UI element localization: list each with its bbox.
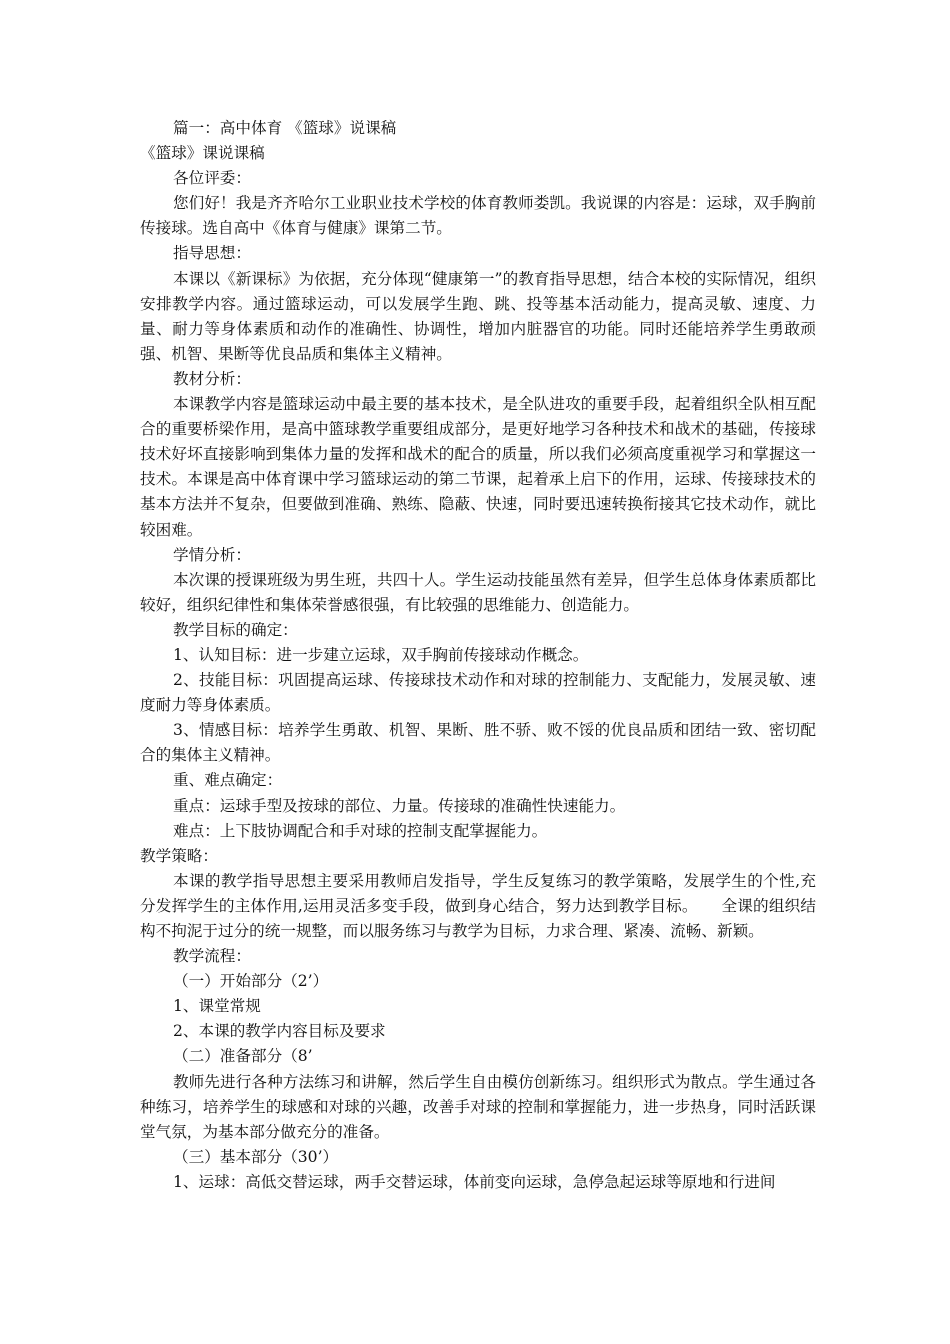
flow-part-1-item-1: 1、课堂常规 [173, 997, 261, 1016]
section-heading-flow: 教学流程： [173, 947, 251, 966]
goal-item-3: 3、情感目标：培养学生勇敢、机智、果断、胜不骄、败不馁的优良品质和团结一致、密切配合的集体主义精神。 [140, 721, 816, 765]
section-heading-material: 教材分析： [173, 369, 251, 388]
section-heading-goals: 教学目标的确定： [173, 620, 298, 639]
guide-paragraph: 本课以《新课标》为依据，充分体现“健康第一”的教育指导思想，结合本校的实际情况，组织安排教学内容。通过篮球运动，可以发展学生跑、跳、投等基本活动能力，提高灵敏、速度、力量、耐力等身体素质和动作的准确性、协调性，增加内脏器官的功能。同时还能培养学生勇敢顽强、机智、果断等优良品质和集体主义精神。 [140, 269, 816, 363]
section-heading-strategy: 教学策略： [140, 846, 218, 865]
strategy-paragraph: 本课的教学指导思想主要采用教师启发指导，学生反复练习的教学策略，发展学生的个性,充分发挥学生的主体作用,运用灵活多变手段，做到身心结合，努力达到教学目标。 全课的组织结构不拘泥于过分的统一规整，而以服务练习与教学为目标，力求合理、紧凑、流畅、新颖。 [140, 871, 816, 940]
flow-part-3-item-1: 1、运球：高低交替运球，两手交替运球，体前变向运球，急停急起运球等原地和行进间 [173, 1172, 776, 1191]
document-title: 《篮球》课说课稿 [140, 144, 265, 163]
flow-part-2: （二）准备部分（8’ [173, 1047, 313, 1066]
intro-paragraph: 您们好！我是齐齐哈尔工业职业技术学校的体育教师娄凯。我说课的内容是：运球，双手胸前传接球。选自高中《体育与健康》课第二节。 [140, 194, 816, 238]
greeting: 各位评委： [173, 169, 251, 188]
student-paragraph: 本次课的授课班级为男生班，共四十人。学生运动技能虽然有差异，但学生总体身体素质都比较好，组织纪律性和集体荣誉感很强，有比较强的思维能力、创造能力。 [140, 570, 816, 614]
flow-part-1: （一）开始部分（2’） [173, 972, 329, 991]
flow-part-1-item-2: 2、本课的教学内容目标及要求 [173, 1022, 386, 1041]
flow-part-2-paragraph: 教师先进行各种方法练习和讲解，然后学生自由模仿创新练习。组织形式为散点。学生通过各种练习，培养学生的球感和对球的兴趣，改善手对球的控制和掌握能力，进一步热身，同时活跃课堂气氛，为基本部分做充分的准备。 [140, 1072, 816, 1141]
section-heading-guide: 指导思想： [173, 244, 251, 263]
goal-item-2: 2、技能目标：巩固提高运球、传接球技术动作和对球的控制能力、支配能力，发展灵敏、速度耐力等身体素质。 [140, 671, 816, 715]
material-paragraph: 本课教学内容是篮球运动中最主要的基本技术，是全队进攻的重要手段，起着组织全队相互配合的重要桥梁作用，是高中篮球教学重要组成部分，是更好地学习各种技术和战术的基础，传接球技术好坏直接影响到集体力量的发挥和战术的配合的质量，所以我们必须高度重视学习和掌握这一技术。本课是高中体育课中学习篮球运动的第二节课，起着承上启下的作用，运球、传接球技术的基本方法并不复杂，但要做到准确、熟练、隐蔽、快速，同时要迅速转换衔接其它技术动作，就比较困难。 [140, 395, 816, 539]
section-heading-key: 重、难点确定： [173, 771, 283, 790]
goal-item-1: 1、认知目标：进一步建立运球，双手胸前传接球动作概念。 [173, 645, 589, 664]
difficult-point: 难点：上下肢协调配合和手对球的控制支配掌握能力。 [173, 821, 548, 840]
document-heading: 篇一：高中体育 《篮球》说课稿 [173, 119, 397, 137]
flow-part-3: （三）基本部分（30’） [173, 1147, 339, 1166]
key-point: 重点：运球手型及按球的部位、力量。传接球的准确性快速能力。 [173, 796, 626, 815]
document-body [140, 116, 816, 1195]
section-heading-student: 学情分析： [173, 545, 251, 564]
